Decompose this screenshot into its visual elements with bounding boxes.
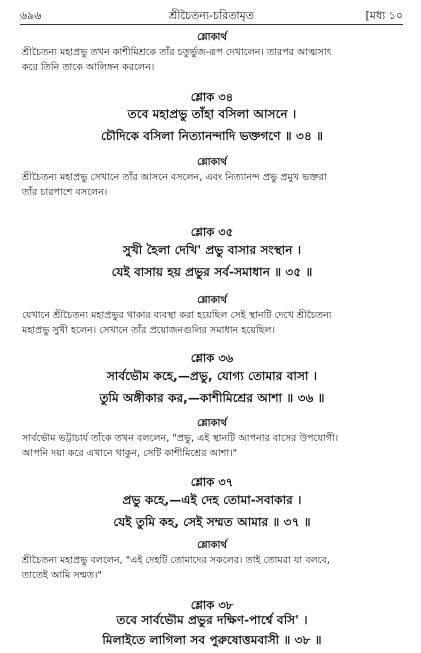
text-line: তাতেই আমি সম্মত।" — [22, 570, 102, 581]
text-line: শ্রীচৈতন্য মহাপ্রভু তখন কাশীমিশ্রকে তাঁর চতুর্ভুজ-রূপ দেখালেন। তারপর আত্মসাৎ — [22, 47, 332, 58]
verse-heading: শ্লোক ৩৮ — [190, 598, 234, 612]
text-line: শ্রীচৈতন্য মহাপ্রভু সেখানে তাঁর আসনে বসলেন, এবং নিত্যানন্দ প্রভু প্রমুখ ভক্তরা — [22, 172, 327, 183]
running-title: শ্রীচৈতন্য-চরিতামৃত — [169, 9, 254, 22]
verse-line: তবে সার্বভৌম প্রভুর দক্ষিণ-পার্শ্বে বসি' । — [116, 613, 308, 627]
text-line: মহাপ্রভু সুখী হলেন। সেখানে তাঁর প্রয়োজনগুলির সমাধান হয়েছিল। — [22, 325, 275, 336]
translation-label: শ্লোকার্থ — [197, 157, 227, 168]
verse-line: প্রভু কহে,—এই দেহ তোমা-সবাকার । — [122, 493, 302, 507]
text-line: আপনি দয়া করে এখানে থাকুন, সেটি কাশীমিশ্রের আশা।" — [22, 448, 238, 459]
verse-line: সুখী হৈলা দেখি' প্রভু বাসার সংস্থান । — [122, 243, 302, 257]
verse-line: তবে মহাপ্রভু তাঁহা বসিলা আসনে । — [127, 107, 297, 121]
verse-line: যেই তুমি কহ, সেই সম্মত আমার ॥ ৩৭ ॥ — [113, 515, 311, 529]
translation-text — [22, 308, 402, 338]
verse-line: যেই বাসায় হয় প্রভুর সর্ব-সমাধান ॥ ৩৫ ॥ — [111, 265, 313, 279]
translation-text — [22, 553, 402, 583]
page-number: ৬৯৬ — [20, 9, 42, 22]
text-line: সার্বভৌম ভট্টাচার্য তাঁকে তখন বললেন, "প্রভু, এই স্থানটি আপনার বাসের উপযোগী। — [22, 433, 339, 444]
translation-text — [22, 170, 402, 200]
verse-line: চৌদিকে বসিলা নিত্যানন্দাদি ভক্তগণে ॥ ৩৪ ॥ — [100, 129, 324, 143]
verse-line: মিলাইতে লাগিলা সব পুরুষোত্তমবাসী ॥ ৩৮ ॥ — [102, 633, 322, 647]
translation-label: শ্লোকার্থ — [197, 418, 227, 429]
verse-text — [22, 106, 402, 150]
text-line: করে তিনি তাকে আলিঙ্গন করলেন। — [22, 62, 155, 73]
translation-label: শ্লোকার্থ — [197, 32, 227, 43]
verse-text — [22, 612, 402, 652]
section-marker: [মধ্য ১০ — [365, 9, 403, 22]
verse-heading: শ্লোক ৩৫ — [190, 225, 234, 239]
verse-heading: শ্লোক ৩৬ — [190, 351, 234, 365]
translation-label: শ্লোকার্থ — [197, 295, 227, 306]
verse-heading: শ্লোক ৩৪ — [190, 90, 234, 104]
verse-line: সার্বভৌম কহে,—প্রভু, যোগ্য তোমার বাসা । — [106, 369, 318, 383]
verse-text — [22, 242, 402, 286]
verse-line: তুমি অঙ্গীকার কর,—কাশীমিশ্রের আশা ॥ ৩৬ ॥ — [99, 391, 325, 405]
translation-text — [22, 431, 402, 461]
text-line: শ্রীচৈতন্য মহাপ্রভু বললেন, "এই দেহটি তোমাদের সকলের। তাই তোমরা যা বলবে, — [22, 555, 330, 566]
verse-text — [22, 368, 402, 412]
translation-text — [22, 45, 402, 75]
verse-heading: শ্লোক ৩৭ — [190, 475, 234, 489]
translation-label: শ্লোকার্থ — [197, 540, 227, 551]
page-header — [20, 6, 403, 25]
verse-text — [22, 492, 402, 536]
text-line: তাঁর চারপাশে বসলেন। — [22, 187, 108, 198]
text-line: যেখানে শ্রীচৈতন্য মহাপ্রভুর থাকার ব্যবস্থা করা হয়েছিল সেই স্থানটি দেখে শ্রীচৈতন্য — [22, 310, 332, 321]
